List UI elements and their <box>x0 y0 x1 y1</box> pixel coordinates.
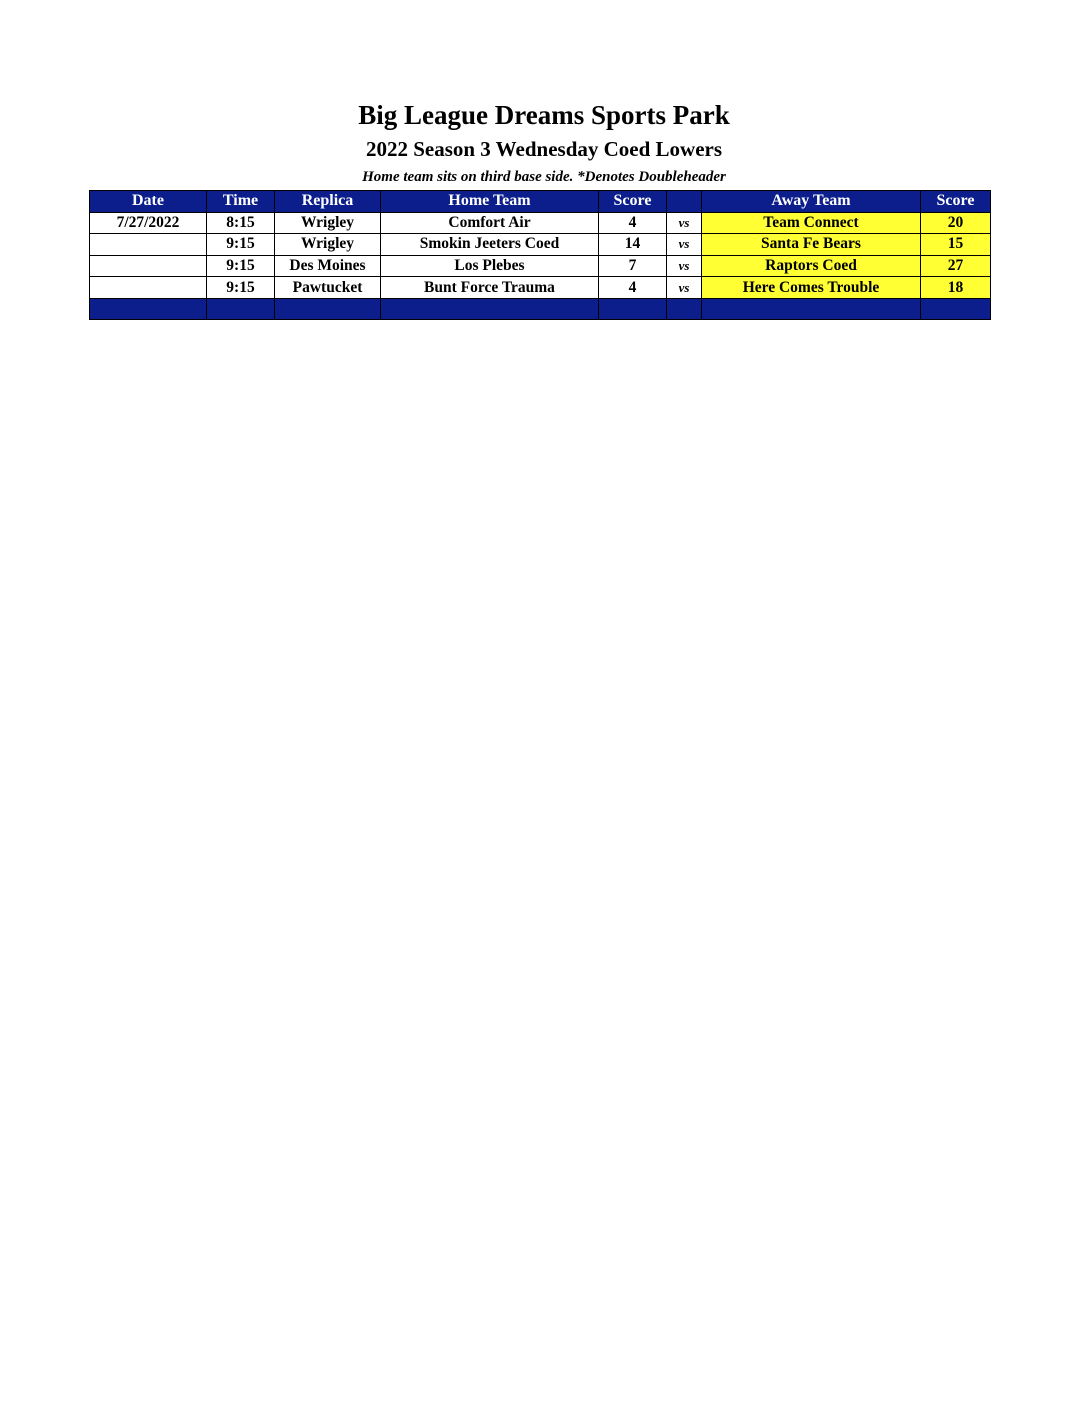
cell-home-team: Comfort Air <box>381 212 599 234</box>
cell-away-score: 27 <box>921 255 991 277</box>
cell-away-score: 20 <box>921 212 991 234</box>
table-row <box>90 277 991 299</box>
cell-vs: vs <box>667 212 702 234</box>
schedule-note: Home team sits on third base side. *Denotes Doubleheader <box>362 169 726 185</box>
footer-cell <box>275 298 381 319</box>
footer-cell <box>207 298 275 319</box>
col-header-date: Date <box>90 191 207 213</box>
header-row <box>90 191 991 213</box>
col-header-home-score: Score <box>599 191 667 213</box>
cell-home-team: Bunt Force Trauma <box>381 277 599 299</box>
cell-away-team: Here Comes Trouble <box>702 277 921 299</box>
col-header-away-team: Away Team <box>702 191 921 213</box>
col-header-away-score: Score <box>921 191 991 213</box>
footer-cell <box>667 298 702 319</box>
cell-away-team: Team Connect <box>702 212 921 234</box>
footer-cell <box>702 298 921 319</box>
cell-home-team: Los Plebes <box>381 255 599 277</box>
cell-replica: Wrigley <box>275 212 381 234</box>
footer-row <box>90 298 991 319</box>
cell-time: 9:15 <box>207 277 275 299</box>
cell-vs: vs <box>667 277 702 299</box>
cell-home-score: 4 <box>599 277 667 299</box>
cell-date: 7/27/2022 <box>90 212 207 234</box>
page-title: Big League Dreams Sports Park <box>358 100 730 130</box>
cell-replica: Wrigley <box>275 234 381 256</box>
page-subtitle: 2022 Season 3 Wednesday Coed Lowers <box>365 137 723 161</box>
cell-away-score: 15 <box>921 234 991 256</box>
cell-time: 9:15 <box>207 234 275 256</box>
cell-vs: vs <box>667 255 702 277</box>
cell-time: 9:15 <box>207 255 275 277</box>
footer-cell <box>90 298 207 319</box>
footer-cell <box>381 298 599 319</box>
cell-date <box>90 255 207 277</box>
cell-home-score: 4 <box>599 212 667 234</box>
cell-replica: Des Moines <box>275 255 381 277</box>
cell-home-score: 14 <box>599 234 667 256</box>
cell-vs: vs <box>667 234 702 256</box>
footer-cell <box>921 298 991 319</box>
schedule-table <box>89 190 991 320</box>
col-header-replica: Replica <box>275 191 381 213</box>
col-header-home-team: Home Team <box>381 191 599 213</box>
cell-home-score: 7 <box>599 255 667 277</box>
cell-time: 8:15 <box>207 212 275 234</box>
cell-replica: Pawtucket <box>275 277 381 299</box>
cell-away-team: Santa Fe Bears <box>702 234 921 256</box>
cell-date <box>90 277 207 299</box>
cell-away-score: 18 <box>921 277 991 299</box>
table-row <box>90 234 991 256</box>
table-row <box>90 212 991 234</box>
col-header-time: Time <box>207 191 275 213</box>
footer-cell <box>599 298 667 319</box>
cell-date <box>90 234 207 256</box>
col-header-vs <box>667 191 702 213</box>
table-row <box>90 255 991 277</box>
cell-home-team: Smokin Jeeters Coed <box>381 234 599 256</box>
cell-away-team: Raptors Coed <box>702 255 921 277</box>
